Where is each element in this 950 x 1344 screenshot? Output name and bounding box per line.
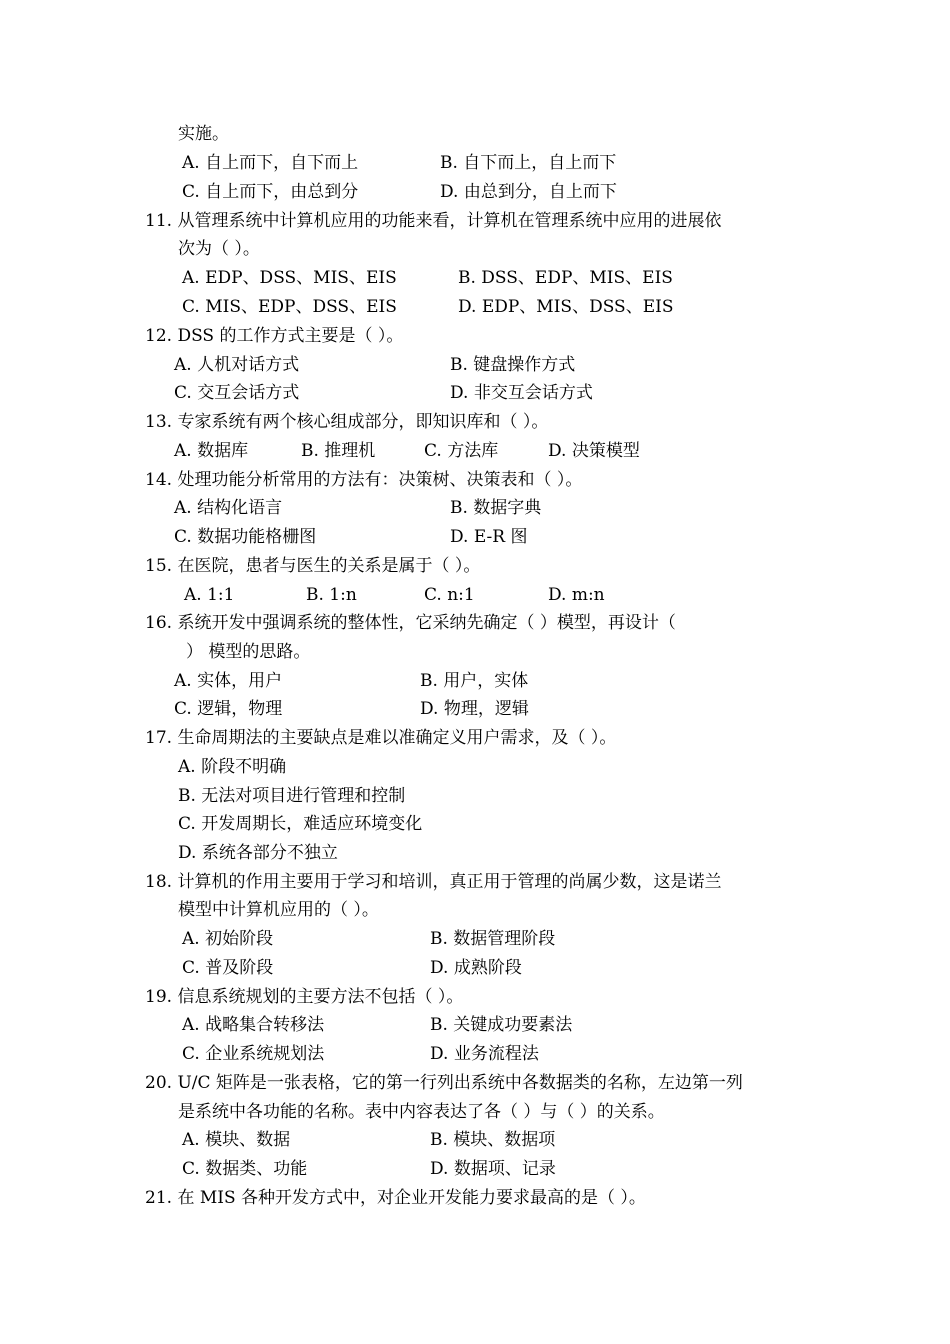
q16-option-d: D. 物理，逻辑	[420, 699, 529, 719]
q19-option-b: B. 关键成功要素法	[430, 1015, 573, 1035]
q20-option-b: B. 模块、数据项	[430, 1130, 556, 1150]
q11-option-b: B. DSS、EDP、MIS、EIS	[458, 268, 673, 288]
q20-option-a: A. 模块、数据	[182, 1130, 291, 1150]
q20-stem-cont: 是系统中各功能的名称。表中内容表达了各（ ）与（ ）的关系。	[178, 1102, 665, 1122]
q16-option-b: B. 用户，实体	[420, 671, 529, 691]
q16-option-c: C. 逻辑，物理	[174, 699, 283, 719]
q20-stem: 20. U/C 矩阵是一张表格，它的第一行列出系统中各数据类的名称，左边第一列	[145, 1073, 743, 1093]
q14-option-c: C. 数据功能格栅图	[174, 527, 317, 547]
q13-option-a: A. 数据库	[174, 441, 249, 461]
q14-stem: 14. 处理功能分析常用的方法有：决策树、决策表和（ ）。	[145, 470, 583, 490]
q18-option-c: C. 普及阶段	[182, 958, 274, 978]
q12-option-d: D. 非交互会话方式	[450, 383, 593, 403]
q19-option-c: C. 企业系统规划法	[182, 1044, 325, 1064]
q12-option-a: A. 人机对话方式	[174, 355, 300, 375]
q14-option-a: A. 结构化语言	[174, 498, 283, 518]
q21-stem: 21. 在 MIS 各种开发方式中，对企业开发能力要求最高的是（ ）。	[145, 1188, 646, 1208]
q19-option-d: D. 业务流程法	[430, 1044, 539, 1064]
q10-option-d: D. 由总到分，自上而下	[440, 182, 617, 202]
q13-option-c: C. 方法库	[424, 441, 499, 461]
q18-option-b: B. 数据管理阶段	[430, 929, 556, 949]
q11-stem: 11. 从管理系统中计算机应用的功能来看，计算机在管理系统中应用的进展依	[145, 211, 722, 231]
q16-stem: 16. 系统开发中强调系统的整体性，它采纳先确定（ ）模型，再设计（	[145, 613, 676, 633]
q20-option-c: C. 数据类、功能	[182, 1159, 308, 1179]
q16-stem-cont: ） 模型的思路。	[186, 642, 311, 662]
q15-option-c: C. n:1	[424, 585, 475, 605]
q13-option-b: B. 推理机	[301, 441, 376, 461]
q10-option-b: B. 自下而上，自上而下	[440, 153, 617, 173]
q10-option-c: C. 自上而下，由总到分	[182, 182, 359, 202]
q20-option-d: D. 数据项、记录	[430, 1159, 556, 1179]
q11-option-a: A. EDP、DSS、MIS、EIS	[182, 268, 397, 288]
q11-stem-cont: 次为（ ）。	[178, 239, 260, 259]
q15-option-d: D. m:n	[548, 585, 605, 605]
q18-option-d: D. 成熟阶段	[430, 958, 522, 978]
q19-stem: 19. 信息系统规划的主要方法不包括（ ）。	[145, 987, 464, 1007]
q12-option-c: C. 交互会话方式	[174, 383, 300, 403]
q18-option-a: A. 初始阶段	[182, 929, 274, 949]
q17-option-c: C. 开发周期长，难适应环境变化	[178, 814, 423, 834]
q15-option-b: B. 1:n	[306, 585, 357, 605]
q12-stem: 12. DSS 的工作方式主要是（ ）。	[145, 326, 404, 346]
q16-option-a: A. 实体，用户	[174, 671, 283, 691]
q18-stem: 18. 计算机的作用主要用于学习和培训，真正用于管理的尚属少数，这是诺兰	[145, 872, 722, 892]
q15-stem: 15. 在医院，患者与医生的关系是属于（ ）。	[145, 556, 481, 576]
q10-option-a: A. 自上而下，自下而上	[182, 153, 359, 173]
q17-stem: 17. 生命周期法的主要缺点是难以准确定义用户需求，及（ ）。	[145, 728, 617, 748]
q17-option-a: A. 阶段不明确	[178, 757, 287, 777]
q12-option-b: B. 键盘操作方式	[450, 355, 576, 375]
q17-option-d: D. 系统各部分不独立	[178, 843, 338, 863]
q14-option-b: B. 数据字典	[450, 498, 542, 518]
q18-stem-cont: 模型中计算机应用的（ ）。	[178, 900, 379, 920]
q19-option-a: A. 战略集合转移法	[182, 1015, 325, 1035]
q10-continuation: 实施。	[178, 124, 229, 144]
q13-stem: 13. 专家系统有两个核心组成部分，即知识库和（ ）。	[145, 412, 549, 432]
q11-option-c: C. MIS、EDP、DSS、EIS	[182, 297, 397, 317]
q14-option-d: D. E-R 图	[450, 527, 528, 547]
q17-option-b: B. 无法对项目进行管理和控制	[178, 786, 406, 806]
q11-option-d: D. EDP、MIS、DSS、EIS	[458, 297, 674, 317]
q15-option-a: A. 1:1	[184, 585, 235, 605]
q13-option-d: D. 决策模型	[548, 441, 640, 461]
